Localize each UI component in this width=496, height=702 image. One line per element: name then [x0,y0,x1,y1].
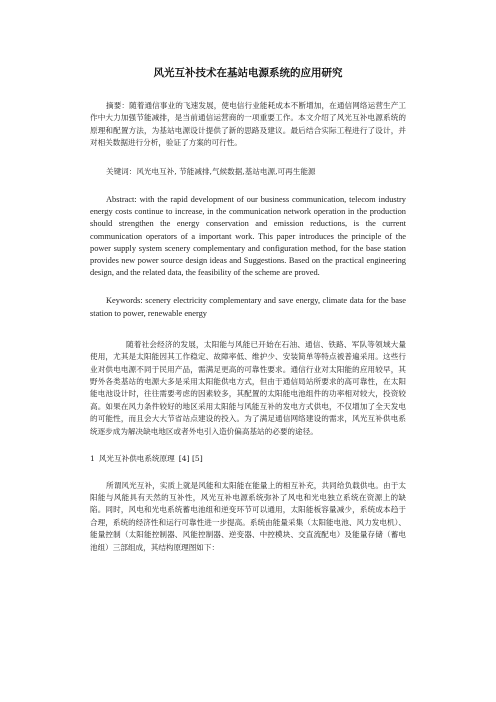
section-heading-text: 风光互补供电系统原理 [98,454,175,464]
paper-title: 风光互补技术在基站电源系统的应用研究 [153,67,343,79]
introduction-paragraph: 随着社会经济的发展，太阳能与风能已开始在石油、通信、铁路、军队等领域大量使用，尤其是太阳能因其工作稳定、故障率低、维护少、安装简单等特点被普遍采用。这些行业对供电电源不同于民用产品，需满足更高的可靠性要求。通信行业对太阳能的应用较早，其野外各类基站的电源大多是采用太阳能供电方式，但由于通信局站所要求的高可靠性，在太阳能电池设计时，往往需要考虑的因素较多，其配置的太阳能电池组件的功率相对较大，投资较高。如果在风力条件较好的地区采用太阳能与风能互补的发电方式供电，不仅增加了全天发电的可能性，而且会大大节省站点建设的投入。为了满足通信网络建设的需求，风光互补供电系统逐步成为解决缺电地区或者外电引入造价偏高基站的必要的途径。 [90,339,406,436]
abstract-chinese: 摘要：随着通信事业的飞速发展，使电信行业能耗成本不断增加，在通信网络运营生产工作中大力加强节能减排，是当前通信运营商的一项重要工作。本文介绍了风光互补电源系统的原理和配置方法，为基站电源设计提供了新的思路及建议。最后结合实际工程进行了设计，并对相关数据进行分析，验证了方案的可行性。 [90,101,406,148]
section-references: [4] [5] [178,454,203,464]
keywords-english: Keywords: scenery electricity complementary and save energy, climate data for the base station to power, renewable energy [90,296,406,318]
keywords-chinese: 关键词：风光电互补, 节能减排,气候数据,基站电源,可再生能源 [106,166,316,176]
paper-page [90,66,406,554]
section-number: 1 [90,454,95,464]
section-body-paragraph: 所谓风光互补，实质上就是风能和太阳能在能量上的相互补充，共同给负载供电。由于太阳能与风能具有天然的互补性，风光互补电源系统弥补了风电和光电独立系统在资源上的缺陷。同时，风电和光电系统蓄电池组和逆变环节可以通用，太阳能板容量减少，系统成本趋于合理，系统的经济性和运行可靠性进一步提高。系统由能量采集（太阳能电池、风力发电机）、能量控制（太阳能控制器、风能控制器、逆变器、中控模块、交直流配电）及能量存储（蓄电池组）三部组成，其结构原理图如下： [90,480,406,552]
abstract-english: Abstract: with the rapid development of our business communication, telecom industry energy costs continue to increase, in the communication network operation in the production should strengthen the energy conservation and emission reductions, is the current communication operators of a important work. This paper introduces the principle of the power supply system scenery complementary and configuration method, for the base station provides new power source design ideas and Suggestions. Based on the practical engineering design, and the related data, the feasibility of the scheme are proved. [90,195,406,278]
section-heading [90,453,406,465]
